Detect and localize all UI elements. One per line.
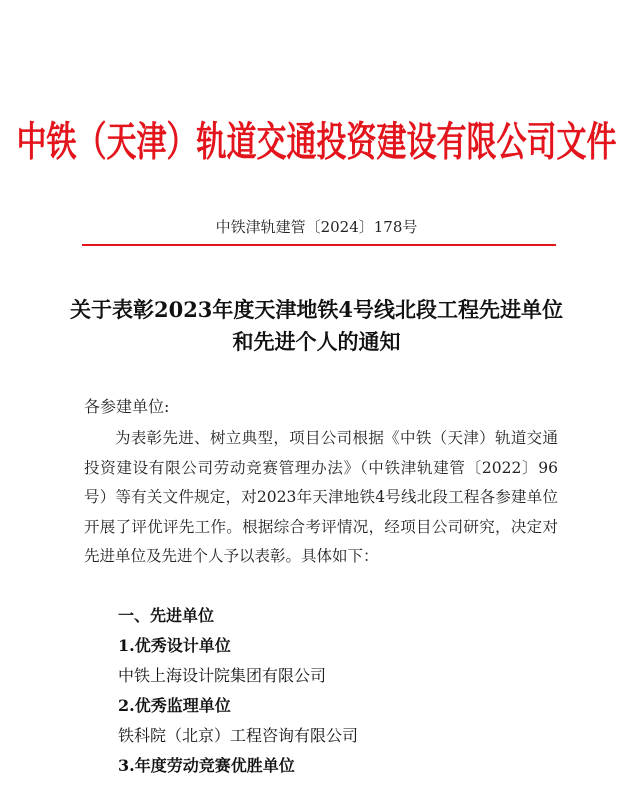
subsection-excellent-supervision-unit: 2.优秀监理单位	[118, 696, 231, 715]
notice-title: 关于表彰2023年度天津地铁4号线北段工程先进单位和先进个人的通知	[69, 297, 564, 354]
subsection-excellent-design-unit: 1.优秀设计单位	[118, 636, 231, 655]
header-divider	[82, 244, 556, 246]
subsection-labor-competition-winner: 3.年度劳动竞赛优胜单位	[118, 756, 295, 775]
salutation: 各参建单位:	[84, 397, 170, 416]
section-heading-advanced-units: 一、先进单位	[118, 606, 215, 625]
body-paragraph: 为表彰先进、树立典型，项目公司根据《中铁（天津）轨道交通投资建设有限公司劳动竞赛管理办法》（中铁津轨建管〔2022〕96号）等有关文件规定，对2023年天津地铁4号线北段工程各参建单位开展了评优评先工作。根据综合考评情况，经项目公司研究，决定对先进单位及先进个人予以表彰。具体如下：	[84, 429, 558, 566]
design-unit-name: 中铁上海设计院集团有限公司	[118, 666, 327, 685]
supervision-unit-name: 铁科院（北京）工程咨询有限公司	[118, 726, 359, 745]
document-number: 中铁津轨建管〔2024〕178号	[215, 218, 418, 236]
document-header-title: 中铁（天津）轨道交通投资建设有限公司文件	[16, 118, 617, 167]
